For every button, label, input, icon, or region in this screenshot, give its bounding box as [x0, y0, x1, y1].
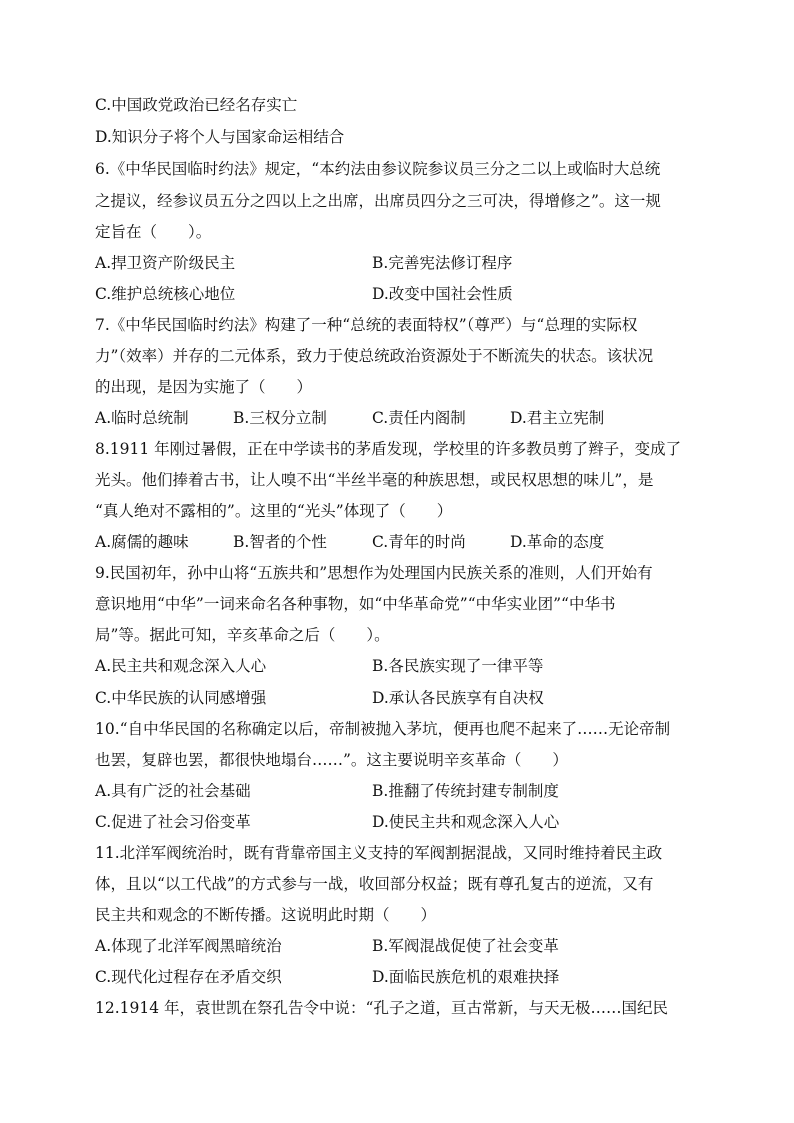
q9-option-a: A.民主共和观念深入人心: [95, 657, 267, 675]
q11-option-b: B.军阀混战促使了社会变革: [372, 937, 559, 955]
q9-option-d: D.承认各民族享有自决权: [372, 689, 544, 707]
q9-stem-line-3: 局”等。据此可知，辛亥革命之后（ ）。: [95, 626, 390, 644]
q8-stem-line-2: 光头。他们捧着古书，让人嗅不出“半丝半毫的种族思想，或民权思想的味儿”，是: [95, 471, 654, 489]
q12-stem-line-1: 12.1914 年，袁世凯在祭孔告令中说：“孔子之道，亘古常新，与天无极……国纪民: [95, 999, 668, 1017]
q8-option-a: A.腐儒的趣味: [95, 533, 189, 551]
q7-option-d: D.君主立宪制: [510, 409, 605, 427]
q11-stem-line-3: 民主共和观念的不断传播。这说明此时期（ ）: [95, 906, 437, 924]
q10-stem-line-1: 10.“自中华民国的名称确定以后，帝制被抛入茅坑，便再也爬不起来了……无论帝制: [95, 720, 671, 738]
q5-option-d: D.知识分子将个人与国家命运相结合: [95, 128, 345, 146]
q7-stem-line-3: 的出现，是因为实施了（ ）: [95, 378, 313, 396]
q11-stem-line-2: 体，且以“以工代战”的方式参与一战，收回部分权益；既有尊孔复古的逆流，又有: [95, 875, 654, 893]
q6-option-c: C.维护总统核心地位: [95, 285, 236, 303]
q10-option-a: A.具有广泛的社会基础: [95, 782, 251, 800]
q6-option-b: B.完善宪法修订程序: [372, 254, 513, 272]
q11-option-d: D.面临民族危机的艰难抉择: [372, 968, 560, 986]
q9-stem-line-2: 意识地用“中华”一词来命名各种事物，如“中华革命党”“中华实业团”“中华书: [95, 595, 616, 613]
q5-option-c: C.中国政党政治已经名存实亡: [95, 96, 298, 114]
q7-option-a: A.临时总统制: [95, 409, 189, 427]
q8-stem-line-1: 8.1911 年刚过暑假，正在中学读书的茅盾发现，学校里的许多教员剪了辫子，变成了: [95, 440, 682, 458]
q7-stem-line-2: 力”（效率）并存的二元体系，致力于使总统政治资源处于不断流失的状态。该状况: [95, 347, 654, 365]
q6-option-d: D.改变中国社会性质: [372, 285, 513, 303]
q6-stem-line-2: 之提议，经参议员五分之四以上之出席，出席员四分之三可决，得增修之”。这一规: [95, 192, 661, 210]
q7-option-c: C.责任内阁制: [372, 409, 466, 427]
q11-stem-line-1: 11.北洋军阀统治时，既有背靠帝国主义支持的军阀割据混战，又同时维持着民主政: [95, 844, 663, 862]
q10-option-d: D.使民主共和观念深入人心: [372, 813, 560, 831]
q7-stem-line-1: 7.《中华民国临时约法》构建了一种“总统的表面特权”（尊严）与“总理的实际权: [95, 316, 638, 334]
q8-option-b: B.智者的个性: [233, 533, 327, 551]
q11-option-c: C.现代化过程存在矛盾交织: [95, 968, 282, 986]
q9-option-b: B.各民族实现了一律平等: [372, 657, 544, 675]
q8-stem-line-3: “真人绝对不露相的”。这里的“光头”体现了（ ）: [95, 502, 453, 520]
q10-option-b: B.推翻了传统封建专制制度: [372, 782, 559, 800]
q10-option-c: C.促进了社会习俗变革: [95, 813, 251, 831]
q9-stem-line-1: 9.民国初年，孙中山将“五族共和”思想作为处理国内民族关系的准则，人们开始有: [95, 564, 653, 582]
q6-option-a: A.捍卫资产阶级民主: [95, 254, 236, 272]
q7-option-b: B.三权分立制: [233, 409, 327, 427]
q8-option-c: C.青年的时尚: [372, 533, 466, 551]
q10-stem-line-2: 也罢，复辟也罢，都很快地塌台……”。这主要说明辛亥革命（ ）: [95, 751, 568, 769]
q6-stem-line-3: 定旨在（ ）。: [95, 223, 212, 241]
q9-option-c: C.中华民族的认同感增强: [95, 689, 267, 707]
q11-option-a: A.体现了北洋军阀黑暗统治: [95, 937, 282, 955]
q8-option-d: D.革命的态度: [510, 533, 605, 551]
q6-stem-line-1: 6.《中华民国临时约法》规定，“本约法由参议院参议员三分之二以上或临时大总统: [95, 160, 661, 178]
